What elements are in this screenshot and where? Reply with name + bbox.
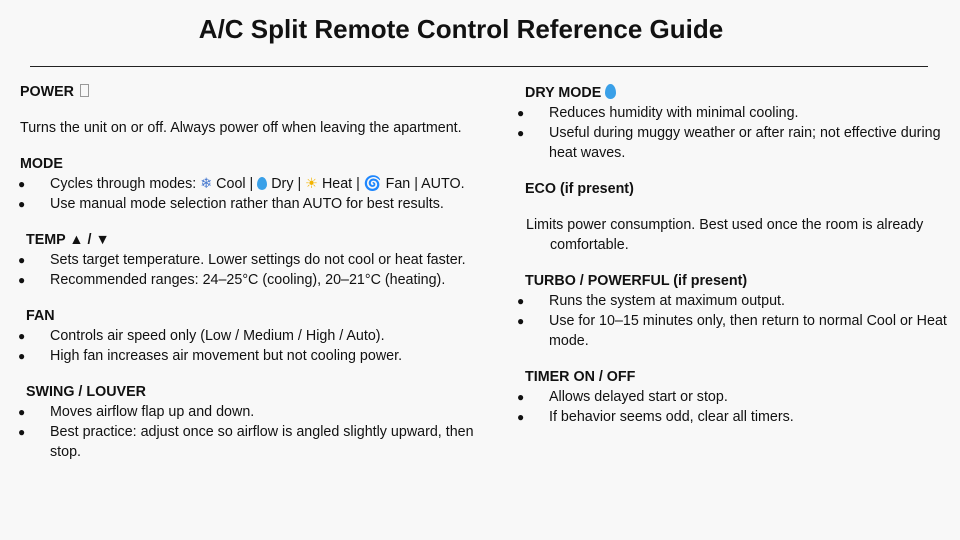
eco-text: Limits power consumption. Best used once the room is already comfortable. xyxy=(526,217,924,253)
spiral-icon: 🌀 xyxy=(363,176,382,192)
timer-list xyxy=(519,387,960,427)
right-column xyxy=(519,82,960,427)
dry-heading: DRY MODE xyxy=(519,82,960,103)
temp-list xyxy=(20,250,500,290)
list-item: ● High fan increases air movement but not cooling power. xyxy=(20,346,500,366)
list-item: ● Controls air speed only (Low / Medium / High / Auto). xyxy=(20,326,500,346)
list-item: ● Use for 10–15 minutes only, then return to normal Cool or Heat mode. xyxy=(519,311,960,351)
swing-list xyxy=(20,402,500,462)
list-item: ● Moves airflow flap up and down. xyxy=(20,402,500,422)
list-item: ● Recommended ranges: 24–25°C (cooling), 20–21°C (heating). xyxy=(20,270,500,290)
fan-list xyxy=(20,326,500,366)
droplet-icon xyxy=(257,177,267,190)
list-item: ● Cycles through modes: ❄ Cool | Dry | ☀ Heat | 🌀 Fan | AUTO. xyxy=(20,174,500,194)
power-heading: POWER xyxy=(20,82,500,102)
title-divider xyxy=(30,66,928,67)
list-item: ● Sets target temperature. Lower settings do not cool or heat faster. xyxy=(20,250,500,270)
sun-icon: ☀ xyxy=(305,176,318,192)
turbo-heading: TURBO / POWERFUL (if present) xyxy=(525,273,748,289)
power-icon xyxy=(80,84,89,97)
list-item: ● Use manual mode selection rather than AUTO for best results. xyxy=(20,194,500,214)
swing-heading: SWING / LOUVER xyxy=(26,384,146,400)
mode-heading: MODE xyxy=(20,156,63,172)
droplet-icon xyxy=(605,84,616,99)
list-item: ● If behavior seems odd, clear all timers. xyxy=(519,407,960,427)
timer-heading: TIMER ON / OFF xyxy=(525,369,636,385)
page-title: A/C Split Remote Control Reference Guide xyxy=(198,14,724,44)
dry-list xyxy=(519,103,960,163)
list-item: ● Allows delayed start or stop. xyxy=(519,387,960,407)
list-item: ● Reduces humidity with minimal cooling. xyxy=(519,103,960,123)
temp-heading: TEMP ▲ / ▼ xyxy=(26,232,110,248)
list-item: ● Runs the system at maximum output. xyxy=(519,291,960,311)
left-column xyxy=(20,82,500,462)
fan-heading: FAN xyxy=(26,308,55,324)
snowflake-icon: ❄ xyxy=(200,176,213,192)
eco-heading: ECO (if present) xyxy=(525,181,634,197)
power-text: Turns the unit on or off. Always power off when leaving the apartment. xyxy=(20,120,462,136)
turbo-list xyxy=(519,291,960,351)
list-item: ● Useful during muggy weather or after rain; not effective during heat waves. xyxy=(519,123,960,163)
list-item: ● Best practice: adjust once so airflow is angled slightly upward, then stop. xyxy=(20,422,500,462)
mode-list xyxy=(20,174,500,214)
